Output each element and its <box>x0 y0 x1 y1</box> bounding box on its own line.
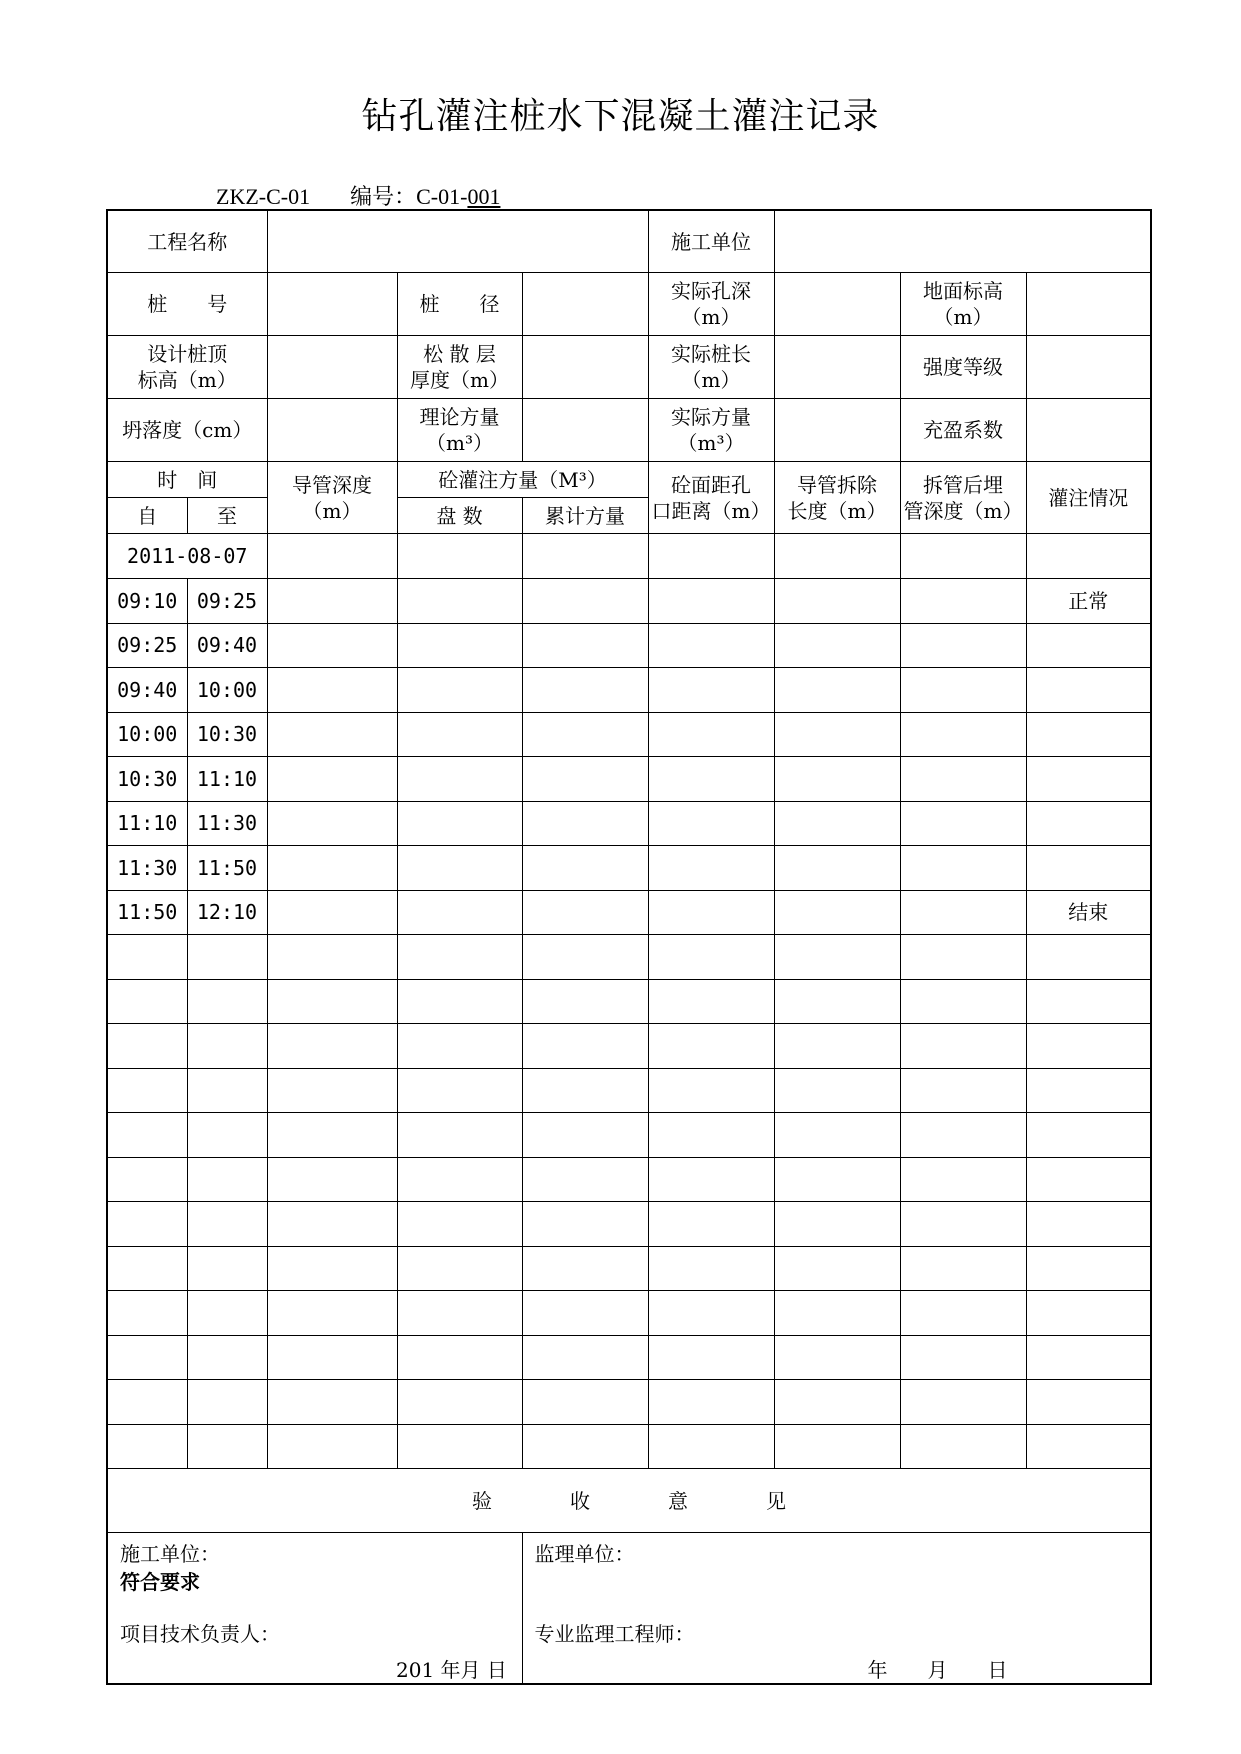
pipe-depth-cell[interactable] <box>267 801 397 846</box>
burial-depth-cell[interactable] <box>900 757 1026 802</box>
date-row <box>107 534 1151 579</box>
batches-cell[interactable] <box>397 1068 522 1113</box>
pipe-depth-cell[interactable] <box>267 1202 397 1247</box>
loose-layer-label: 松 散 层 厚度（m） <box>397 336 522 399</box>
time-from-cell[interactable] <box>107 979 187 1024</box>
burial-depth-cell[interactable] <box>900 1335 1026 1380</box>
table-row <box>107 1113 1151 1158</box>
time-from-cell[interactable] <box>107 1335 187 1380</box>
project-name-value[interactable] <box>267 210 648 273</box>
cumulative-cell[interactable] <box>522 1246 648 1291</box>
pipe-removed-cell[interactable] <box>774 668 900 713</box>
pipe-depth-cell[interactable] <box>267 1291 397 1336</box>
pipe-removed-cell[interactable] <box>774 579 900 624</box>
time-to-cell[interactable] <box>187 935 267 980</box>
cumulative-cell[interactable] <box>522 1335 648 1380</box>
surface-distance-cell[interactable] <box>648 1291 774 1336</box>
surface-distance-cell[interactable] <box>648 801 774 846</box>
status-cell[interactable] <box>1026 1424 1151 1469</box>
pipe-depth-cell[interactable] <box>267 1246 397 1291</box>
status-cell[interactable] <box>1026 1157 1151 1202</box>
burial-depth-cell[interactable] <box>900 846 1026 891</box>
status-cell[interactable]: 正常 <box>1026 579 1151 624</box>
surface-distance-cell[interactable] <box>648 579 774 624</box>
supervisor-sign-cell[interactable] <box>522 1533 1151 1685</box>
table-row <box>107 1246 1151 1291</box>
burial-depth-cell[interactable] <box>900 712 1026 757</box>
pipe-depth-cell[interactable] <box>267 623 397 668</box>
time-to-cell[interactable] <box>187 1291 267 1336</box>
surface-distance-cell[interactable] <box>648 1380 774 1425</box>
pipe-depth-cell[interactable] <box>267 846 397 891</box>
actual-hole-depth-label: 实际孔深 （m） <box>648 273 774 336</box>
surface-distance-header: 砼面距孔 口距离（m） <box>648 462 774 534</box>
ground-elevation-value[interactable] <box>1026 273 1151 336</box>
cumulative-cell[interactable] <box>522 1291 648 1336</box>
cumulative-cell[interactable] <box>522 1068 648 1113</box>
batches-cell[interactable] <box>397 979 522 1024</box>
pipe-removed-cell[interactable] <box>774 801 900 846</box>
time-from-cell[interactable] <box>107 935 187 980</box>
cumulative-cell[interactable] <box>522 801 648 846</box>
pile-diameter-value[interactable] <box>522 273 648 336</box>
table-row <box>107 890 1151 935</box>
pour-record-table <box>106 209 1152 1685</box>
contractor-sign-cell[interactable] <box>107 1533 522 1685</box>
signature-row <box>107 1533 1151 1685</box>
pipe-removed-cell[interactable] <box>774 935 900 980</box>
batches-cell[interactable] <box>397 1024 522 1069</box>
batches-cell[interactable] <box>397 846 522 891</box>
cumulative-cell[interactable] <box>522 757 648 802</box>
burial-depth-header: 拆管后埋 管深度（m） <box>900 462 1026 534</box>
time-from-cell[interactable]: 10:00 <box>107 712 187 757</box>
batches-cell[interactable] <box>397 1335 522 1380</box>
status-cell[interactable] <box>1026 757 1151 802</box>
table-row <box>107 1291 1151 1336</box>
pipe-removed-cell[interactable] <box>774 890 900 935</box>
pile-diameter-label: 桩 径 <box>397 273 522 336</box>
contractor-opinion: 符合要求 <box>120 1570 200 1594</box>
surface-distance-cell[interactable] <box>648 712 774 757</box>
surface-distance-cell[interactable] <box>648 1202 774 1247</box>
status-cell[interactable] <box>1026 1291 1151 1336</box>
time-to-cell[interactable] <box>187 1380 267 1425</box>
batches-cell[interactable] <box>397 1202 522 1247</box>
table-row <box>107 1024 1151 1069</box>
time-from-cell[interactable]: 10:30 <box>107 757 187 802</box>
batches-cell[interactable] <box>397 801 522 846</box>
burial-depth-cell[interactable] <box>900 668 1026 713</box>
actual-pile-length-label: 实际桩长 （m） <box>648 336 774 399</box>
status-cell[interactable] <box>1026 1246 1151 1291</box>
time-from-cell[interactable]: 09:10 <box>107 579 187 624</box>
theory-volume-value[interactable] <box>522 399 648 462</box>
form-code: ZKZ-C-01 <box>216 184 311 209</box>
burial-depth-cell[interactable] <box>900 1380 1026 1425</box>
pour-volume-header: 砼灌注方量（M³） <box>397 462 648 498</box>
pipe-removed-cell[interactable] <box>774 1380 900 1425</box>
table-row <box>107 1335 1151 1380</box>
surface-distance-cell[interactable] <box>648 935 774 980</box>
status-cell[interactable] <box>1026 846 1151 891</box>
contractor-date: 201 年月 日 <box>396 1658 507 1682</box>
cumulative-cell[interactable] <box>522 623 648 668</box>
table-row <box>107 712 1151 757</box>
pipe-depth-cell[interactable] <box>267 1424 397 1469</box>
status-cell[interactable] <box>1026 1068 1151 1113</box>
serial-label: 编号： <box>350 184 417 209</box>
burial-depth-cell[interactable] <box>900 623 1026 668</box>
status-cell[interactable] <box>1026 935 1151 980</box>
cumulative-cell[interactable] <box>522 712 648 757</box>
cumulative-cell[interactable] <box>522 1424 648 1469</box>
burial-depth-cell[interactable] <box>900 1246 1026 1291</box>
time-from-cell[interactable]: 11:10 <box>107 801 187 846</box>
pipe-depth-cell[interactable] <box>267 579 397 624</box>
table-row <box>107 757 1151 802</box>
surface-distance-cell[interactable] <box>648 1157 774 1202</box>
time-from-cell[interactable] <box>107 1202 187 1247</box>
batches-header: 盘 数 <box>397 498 522 534</box>
strength-grade-label: 强度等级 <box>900 336 1026 399</box>
pipe-removed-cell[interactable] <box>774 979 900 1024</box>
batches-cell[interactable] <box>397 1246 522 1291</box>
status-cell[interactable]: 结束 <box>1026 890 1151 935</box>
table-row <box>107 801 1151 846</box>
time-to-cell[interactable]: 11:50 <box>187 846 267 891</box>
surface-distance-cell[interactable] <box>648 1024 774 1069</box>
pipe-removed-header: 导管拆除 长度（m） <box>774 462 900 534</box>
time-from-cell[interactable] <box>107 1024 187 1069</box>
cumulative-cell[interactable] <box>522 579 648 624</box>
burial-depth-cell[interactable] <box>900 801 1026 846</box>
status-cell[interactable] <box>1026 1335 1151 1380</box>
status-cell[interactable] <box>1026 623 1151 668</box>
table-row <box>107 1157 1151 1202</box>
cumulative-cell[interactable] <box>522 1157 648 1202</box>
pile-no-label: 桩 号 <box>107 273 267 336</box>
time-to-cell[interactable] <box>187 1157 267 1202</box>
status-cell[interactable] <box>1026 1202 1151 1247</box>
burial-depth-cell[interactable] <box>900 1157 1026 1202</box>
pipe-removed-cell[interactable] <box>774 1291 900 1336</box>
pipe-removed-cell[interactable] <box>774 1246 900 1291</box>
time-from-cell[interactable] <box>107 1113 187 1158</box>
surface-distance-cell[interactable] <box>648 668 774 713</box>
slump-value[interactable] <box>267 399 397 462</box>
contractor-value[interactable] <box>774 210 1151 273</box>
surface-distance-cell[interactable] <box>648 979 774 1024</box>
status-cell[interactable] <box>1026 668 1151 713</box>
time-to-cell[interactable]: 10:30 <box>187 712 267 757</box>
slump-label: 坍落度（cm） <box>107 399 267 462</box>
burial-depth-cell[interactable] <box>900 1113 1026 1158</box>
acceptance-row <box>107 1469 1151 1533</box>
time-from-cell[interactable]: 11:30 <box>107 846 187 891</box>
burial-depth-cell[interactable] <box>900 579 1026 624</box>
theory-volume-label: 理论方量 （m³） <box>397 399 522 462</box>
pipe-depth-cell[interactable] <box>267 1068 397 1113</box>
time-from-cell[interactable] <box>107 1291 187 1336</box>
table-row <box>107 579 1151 624</box>
date-cell[interactable]: 2011-08-07 <box>107 534 267 579</box>
surface-distance-cell[interactable] <box>648 846 774 891</box>
actual-volume-value[interactable] <box>774 399 900 462</box>
table-header-row-1 <box>107 462 1151 498</box>
table-row <box>107 1068 1151 1113</box>
batches-cell[interactable] <box>397 1113 522 1158</box>
project-row <box>107 210 1151 273</box>
burial-depth-cell[interactable] <box>900 1024 1026 1069</box>
burial-depth-cell[interactable] <box>900 979 1026 1024</box>
burial-depth-cell[interactable] <box>900 1068 1026 1113</box>
actual-hole-depth-value[interactable] <box>774 273 900 336</box>
time-to-cell[interactable]: 11:10 <box>187 757 267 802</box>
burial-depth-cell[interactable] <box>900 890 1026 935</box>
batches-cell[interactable] <box>397 1157 522 1202</box>
cumulative-cell[interactable] <box>522 1113 648 1158</box>
time-from-cell[interactable]: 09:40 <box>107 668 187 713</box>
form-code-line <box>216 180 500 211</box>
to-header: 至 <box>187 498 267 534</box>
cumulative-cell[interactable] <box>522 846 648 891</box>
surface-distance-cell[interactable] <box>648 1068 774 1113</box>
batches-cell[interactable] <box>397 668 522 713</box>
time-to-cell[interactable]: 10:00 <box>187 668 267 713</box>
status-header: 灌注情况 <box>1026 462 1151 534</box>
time-to-cell[interactable] <box>187 1202 267 1247</box>
serial-prefix: C-01- <box>416 184 468 209</box>
pipe-depth-cell[interactable] <box>267 668 397 713</box>
acceptance-title: 验 收 意 见 <box>107 1469 1151 1533</box>
cumulative-cell[interactable] <box>522 668 648 713</box>
batches-cell[interactable] <box>397 1291 522 1336</box>
batches-cell[interactable] <box>397 757 522 802</box>
cumulative-cell[interactable] <box>522 1380 648 1425</box>
pipe-depth-cell[interactable] <box>267 979 397 1024</box>
time-from-cell[interactable]: 09:25 <box>107 623 187 668</box>
pipe-removed-cell[interactable] <box>774 1113 900 1158</box>
table-row <box>107 1202 1151 1247</box>
page-title: 钻孔灌注桩水下混凝土灌注记录 <box>361 96 880 137</box>
pipe-depth-cell[interactable] <box>267 757 397 802</box>
batches-cell[interactable] <box>397 935 522 980</box>
surface-distance-cell[interactable] <box>648 623 774 668</box>
surface-distance-cell[interactable] <box>648 757 774 802</box>
batches-cell[interactable] <box>397 712 522 757</box>
surface-distance-cell[interactable] <box>648 1424 774 1469</box>
from-header: 自 <box>107 498 187 534</box>
pipe-depth-cell[interactable] <box>267 935 397 980</box>
time-to-cell[interactable]: 12:10 <box>187 890 267 935</box>
pipe-removed-cell[interactable] <box>774 1157 900 1202</box>
burial-depth-cell[interactable] <box>900 1291 1026 1336</box>
status-cell[interactable] <box>1026 801 1151 846</box>
batches-cell[interactable] <box>397 1380 522 1425</box>
time-to-cell[interactable] <box>187 1246 267 1291</box>
time-to-cell[interactable] <box>187 1335 267 1380</box>
batches-cell[interactable] <box>397 1424 522 1469</box>
time-from-cell[interactable]: 11:50 <box>107 890 187 935</box>
actual-pile-length-value[interactable] <box>774 336 900 399</box>
batches-cell[interactable] <box>397 623 522 668</box>
volume-info-row <box>107 399 1151 462</box>
burial-depth-cell[interactable] <box>900 1424 1026 1469</box>
pipe-removed-cell[interactable] <box>774 1202 900 1247</box>
pipe-removed-cell[interactable] <box>774 846 900 891</box>
fill-factor-label: 充盈系数 <box>900 399 1026 462</box>
pipe-removed-cell[interactable] <box>774 1424 900 1469</box>
actual-volume-label: 实际方量 （m³） <box>648 399 774 462</box>
pile-no-value[interactable] <box>267 273 397 336</box>
status-cell[interactable] <box>1026 712 1151 757</box>
burial-depth-cell[interactable] <box>900 1202 1026 1247</box>
surface-distance-cell[interactable] <box>648 1113 774 1158</box>
batches-cell[interactable] <box>397 579 522 624</box>
table-row <box>107 668 1151 713</box>
cumulative-header: 累计方量 <box>522 498 648 534</box>
surface-distance-cell[interactable] <box>648 1335 774 1380</box>
design-top-value[interactable] <box>267 336 397 399</box>
time-from-cell[interactable] <box>107 1380 187 1425</box>
time-from-cell[interactable] <box>107 1424 187 1469</box>
design-top-label: 设计桩顶 标高（m） <box>107 336 267 399</box>
cumulative-cell[interactable] <box>522 979 648 1024</box>
pipe-removed-cell[interactable] <box>774 623 900 668</box>
pipe-depth-cell[interactable] <box>267 890 397 935</box>
table-row <box>107 1380 1151 1425</box>
time-to-cell[interactable] <box>187 1424 267 1469</box>
table-row <box>107 1424 1151 1469</box>
status-cell[interactable] <box>1026 1380 1151 1425</box>
time-to-cell[interactable] <box>187 1113 267 1158</box>
fill-factor-value[interactable] <box>1026 399 1151 462</box>
data-rows <box>107 579 1151 1469</box>
time-to-cell[interactable] <box>187 1024 267 1069</box>
pipe-depth-cell[interactable] <box>267 1024 397 1069</box>
pipe-removed-cell[interactable] <box>774 1068 900 1113</box>
pipe-depth-cell[interactable] <box>267 1380 397 1425</box>
pipe-removed-cell[interactable] <box>774 712 900 757</box>
table-row <box>107 935 1151 980</box>
time-to-cell[interactable] <box>187 1068 267 1113</box>
design-info-row <box>107 336 1151 399</box>
cumulative-cell[interactable] <box>522 1202 648 1247</box>
batches-cell[interactable] <box>397 890 522 935</box>
table-row <box>107 846 1151 891</box>
time-from-cell[interactable] <box>107 1157 187 1202</box>
pipe-depth-header: 导管深度 （m） <box>267 462 397 534</box>
serial-number: 001 <box>467 184 501 209</box>
time-from-cell[interactable] <box>107 1246 187 1291</box>
cumulative-cell[interactable] <box>522 935 648 980</box>
cumulative-cell[interactable] <box>522 890 648 935</box>
contractor-sign-label: 施工单位： <box>120 1542 220 1566</box>
time-header: 时 间 <box>107 462 267 498</box>
pipe-depth-cell[interactable] <box>267 1335 397 1380</box>
pipe-removed-cell[interactable] <box>774 1024 900 1069</box>
time-to-cell[interactable] <box>187 979 267 1024</box>
pipe-depth-cell[interactable] <box>267 712 397 757</box>
project-name-label: 工程名称 <box>107 210 267 273</box>
pipe-depth-cell[interactable] <box>267 1157 397 1202</box>
time-to-cell[interactable]: 11:30 <box>187 801 267 846</box>
loose-layer-value[interactable] <box>522 336 648 399</box>
pipe-removed-cell[interactable] <box>774 757 900 802</box>
cumulative-cell[interactable] <box>522 1024 648 1069</box>
tech-lead-label: 项目技术负责人： <box>120 1622 280 1646</box>
pile-info-row <box>107 273 1151 336</box>
supervisor-label: 监理单位： <box>534 1542 635 1566</box>
engineer-label: 专业监理工程师： <box>534 1622 695 1646</box>
supervisor-date: 年 月 日 <box>867 1658 1008 1682</box>
pipe-removed-cell[interactable] <box>774 1335 900 1380</box>
burial-depth-cell[interactable] <box>900 935 1026 980</box>
table-row <box>107 623 1151 668</box>
time-from-cell[interactable] <box>107 1068 187 1113</box>
status-cell[interactable] <box>1026 1024 1151 1069</box>
table-row <box>107 979 1151 1024</box>
ground-elevation-label: 地面标高 （m） <box>900 273 1026 336</box>
status-cell[interactable] <box>1026 1113 1151 1158</box>
time-to-cell[interactable]: 09:40 <box>187 623 267 668</box>
pipe-depth-cell[interactable] <box>267 1113 397 1158</box>
strength-grade-value[interactable] <box>1026 336 1151 399</box>
surface-distance-cell[interactable] <box>648 890 774 935</box>
surface-distance-cell[interactable] <box>648 1246 774 1291</box>
status-cell[interactable] <box>1026 979 1151 1024</box>
contractor-label: 施工单位 <box>648 210 774 273</box>
time-to-cell[interactable]: 09:25 <box>187 579 267 624</box>
